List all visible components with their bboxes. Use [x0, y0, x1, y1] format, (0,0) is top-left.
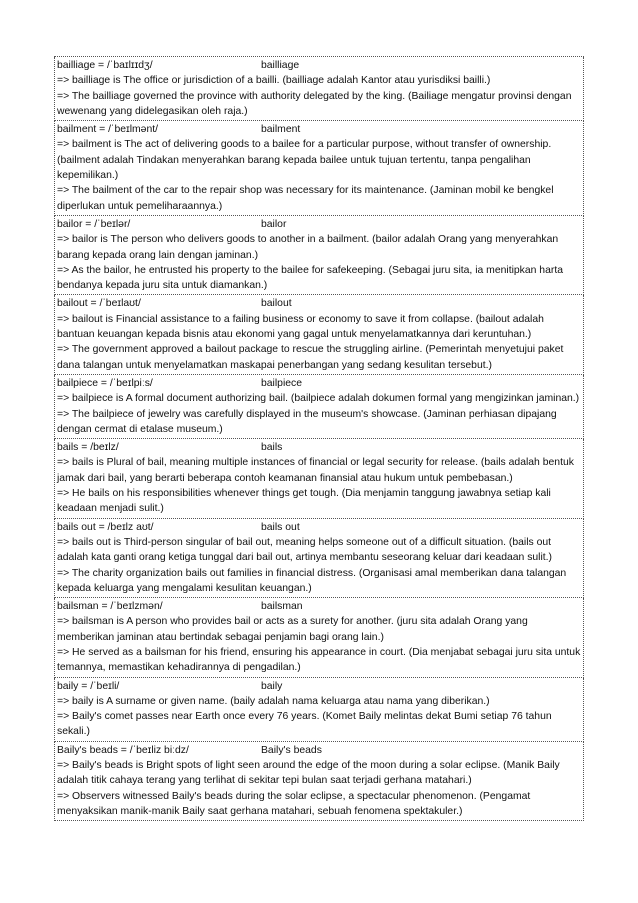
dictionary-entry [54, 375, 584, 439]
pronunciation: bails out = /beɪlz aʊt/ [57, 521, 154, 533]
entry-header [57, 743, 582, 758]
example: => The bailpiece of jewelry was carefully displayed in the museum's showcase. (Jaminan perhiasan dipajang dengan cermat di etalase museum.) [57, 408, 557, 435]
pronunciation: bailout = /ˈbeɪlaʊt/ [57, 298, 141, 310]
headword: bailsman [261, 601, 303, 613]
definition: => Baily's beads is Bright spots of light seen around the edge of the moon during a solar eclipse. (Manik Baily adalah titik cahaya terang yang terlihat di sekitar tepi bulan saat terjadi gerhana matahari.) [57, 760, 560, 787]
example: => The bailment of the car to the repair shop was necessary for its maintenance. (Jaminan mobil ke bengkel diperlukan untuk pemeliharaannya.) [57, 185, 554, 212]
dictionary-entry [54, 519, 584, 598]
example: => As the bailor, he entrusted his property to the bailee for safekeeping. (Sebagai juru sita, ia menitipkan harta bendanya kepada juru sita untuk diamankan.) [57, 264, 563, 292]
definition: => bailsman is A person who provides bail or acts as a surety for another. (juru sita adalah Orang yang memberikan jaminan atau bertindak sebagai penjamin bagi orang lain.) [57, 616, 528, 643]
pronunciation: Baily's beads = /ˈbeɪliz biːdz/ [57, 744, 189, 756]
dictionary-entry [54, 216, 584, 295]
dictionary-entry [54, 598, 584, 677]
entry-header [57, 376, 582, 391]
pronunciation: bailliage = /ˈbaɪlɪɪdʒ/ [57, 60, 153, 71]
definition: => bailor is The person who delivers goods to another in a bailment. (bailor adalah Orang yang menyerahkan barang kepada orang lain dengan jaminan.) [57, 234, 559, 261]
pronunciation: bailpiece = /ˈbeɪlpiːs/ [57, 377, 153, 389]
headword: bails out [261, 521, 300, 533]
example: => He bails on his responsibilities whenever things get tough. (Dia menjamin tanggung jawabnya setiap kali keadaan menjadi sulit.) [57, 488, 551, 515]
headword: bailment [261, 124, 301, 136]
dictionary-entry [54, 678, 584, 742]
headword: bailout [261, 298, 292, 310]
headword: bailpiece [261, 377, 303, 389]
headword: bailor [261, 218, 287, 230]
dictionary-entry [54, 439, 584, 518]
example: => The charity organization bails out families in financial distress. (Organisasi amal memberikan dana talangan kepada keluarga yang mengalami kesulitan keuangan.) [57, 567, 567, 594]
pronunciation: bails = /beɪlz/ [57, 442, 119, 454]
dictionary-entry [54, 295, 584, 374]
example: => Observers witnessed Baily's beads during the solar eclipse, a spectacular phenomenon. (Pengamat menyaksikan manik-manik Baily saat gerhana matahari, sebuah fenomena spektakuler.) [57, 790, 531, 817]
pronunciation: bailment = /ˈbeɪlmənt/ [57, 124, 159, 136]
dictionary-entry [54, 121, 584, 216]
definition: => bails is Plural of bail, meaning multiple instances of financial or legal security for release. (bails adalah bentuk jamak dari bail, yang berarti beberapa contoh keamanan finansial atau hukum untuk pembebasan.) [57, 457, 574, 484]
entry-header [57, 58, 582, 73]
headword: Baily's beads [261, 744, 322, 756]
dictionary-entry [54, 57, 584, 121]
entry-header [57, 440, 582, 455]
example: => The bailliage governed the province with authority delegated by the king. (Bailiage mengatur provinsi dengan wewenang yang didelegasikan oleh raja.) [57, 90, 572, 117]
definition: => bails out is Third-person singular of bail out, meaning helps someone out of a difficult situation. (bails out adalah kata ganti orang ketiga tunggal dari bail out, artinya membantu seseorang keluar dari keadaan sulit.) [57, 536, 553, 564]
definition: => baily is A surname or given name. (baily adalah nama keluarga atau nama yang diberikan.) [57, 695, 490, 707]
entry-header [57, 122, 582, 137]
dictionary-document [54, 56, 584, 821]
dictionary-entry [54, 742, 584, 821]
pronunciation: bailor = /ˈbeɪlər/ [57, 218, 131, 230]
definition: => bailpiece is A formal document authorizing bail. (bailpiece adalah dokumen formal yang mengizinkan jaminan.) [57, 393, 580, 405]
pronunciation: baily = /ˈbeɪli/ [57, 680, 120, 692]
example: => Baily's comet passes near Earth once every 76 years. (Komet Baily melintas dekat Bumi setiap 76 tahun sekali.) [57, 711, 552, 738]
example: => He served as a bailsman for his friend, ensuring his appearance in court. (Dia menjabat sebagai juru sita untuk temannya, memastikan kehadirannya di pengadilan.) [57, 646, 581, 674]
entry-header [57, 679, 582, 694]
definition: => bailment is The act of delivering goods to a bailee for a particular purpose, without transfer of ownership. (bailment adalah Tindakan menyerahkan barang kepada bailee untuk tujuan tertentu, tanpa pengalihan kepemilikan.) [57, 139, 552, 182]
definition: => bailout is Financial assistance to a failing business or economy to save it from collapse. (bailout adalah bantuan keuangan kepada bisnis atau ekonomi yang gagal untuk menyelamatkannya dari keruntuhan.) [57, 313, 544, 341]
entry-header [57, 296, 582, 311]
entry-header [57, 217, 582, 232]
entry-header [57, 520, 582, 535]
headword: bailliage [261, 60, 300, 71]
headword: bails [261, 442, 283, 454]
headword: baily [261, 680, 283, 692]
example: => The government approved a bailout package to rescue the struggling airline. (Pemerintah menyetujui paket dana talangan untuk menyelamatkan maskapai penerbangan yang sedang kesulitan tersebut.) [57, 344, 564, 371]
pronunciation: bailsman = /ˈbeɪlzmən/ [57, 601, 163, 613]
entry-header [57, 599, 582, 614]
definition: => bailliage is The office or jurisdiction of a bailli. (bailliage adalah Kantor atau yurisdiksi bailli.) [57, 75, 491, 87]
